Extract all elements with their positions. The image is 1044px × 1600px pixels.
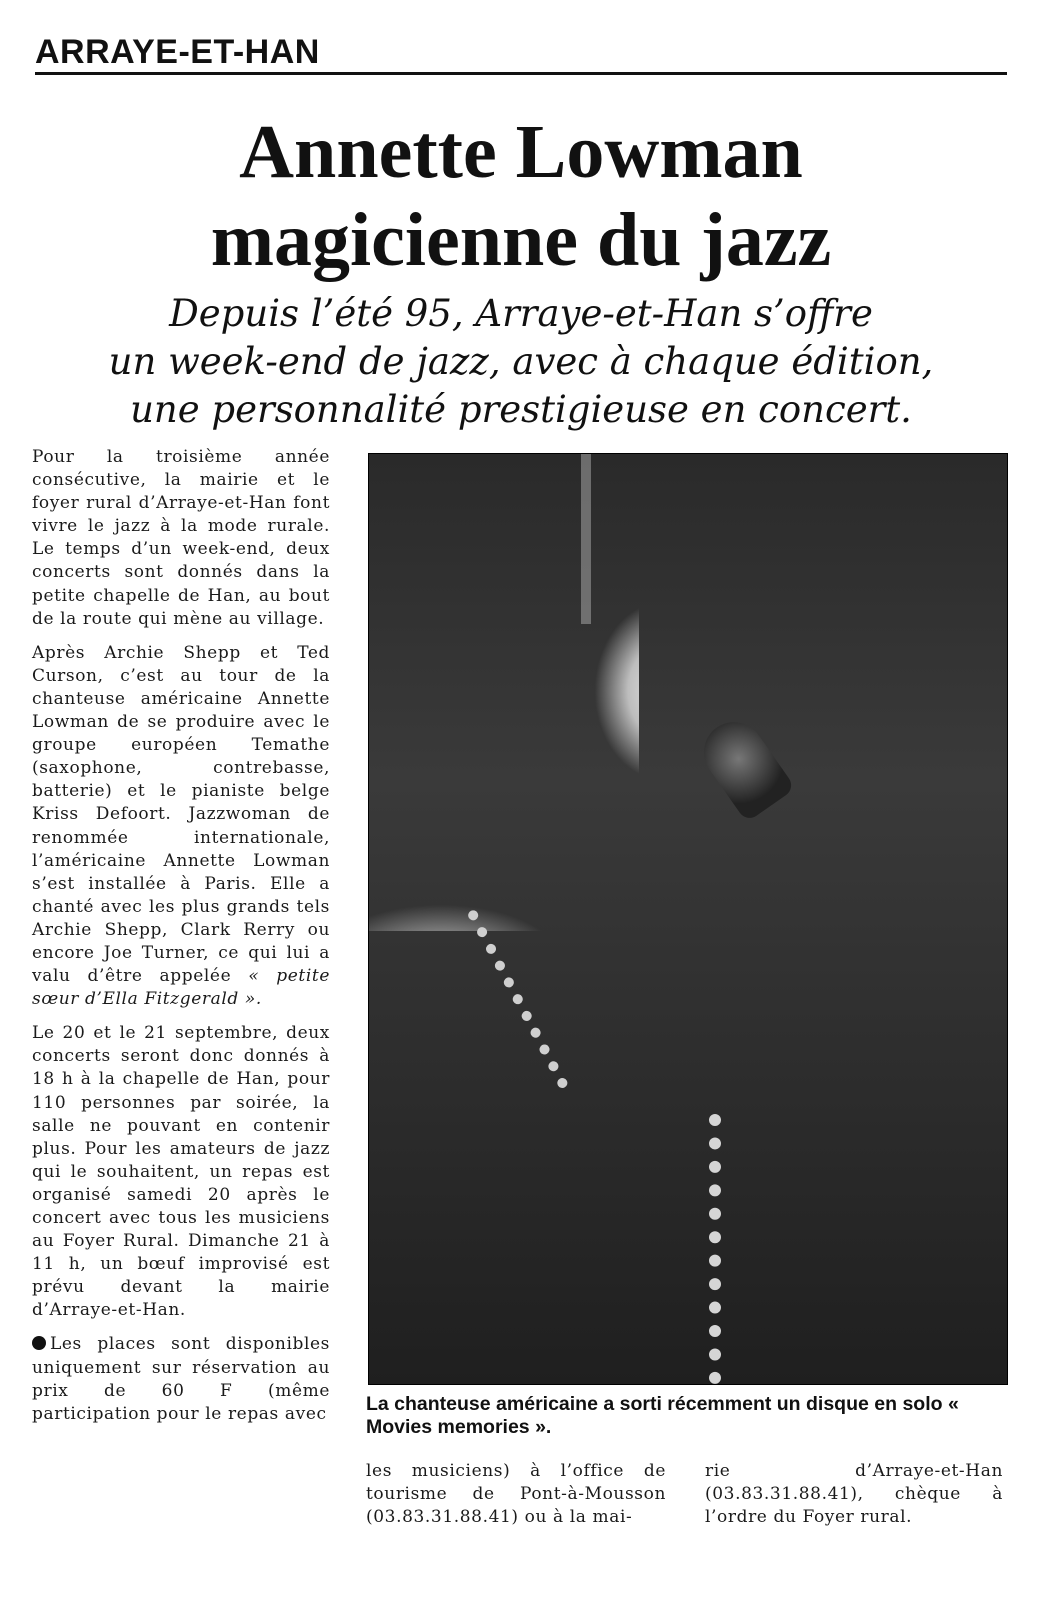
- rubric-divider: [35, 72, 1007, 75]
- photo-mic-stand: [581, 454, 591, 624]
- article-column-2: les musiciens) à l’office de tourisme de Pont-à-Mousson (03.83.31.88.41) ou à la mai-: [366, 1461, 666, 1528]
- paragraph-artist-quote: « petite sœur d’Ella Fitzgerald ».: [32, 966, 330, 1010]
- bullet-icon: [32, 1336, 46, 1350]
- photo-caption: La chanteuse américaine a sorti récemment un disque en solo « Movies memories ».: [366, 1393, 959, 1438]
- section-rubric: ARRAYE-ET-HAN: [35, 33, 320, 71]
- deck-line-1: Depuis l’été 95, Arraye-et-Han s’offre: [169, 292, 873, 335]
- paragraph-booking-text: Les places sont disponibles uniquement sur réservation au prix de 60 F (même participation pour le repas avec: [32, 1334, 330, 1424]
- headline-line-1: Annette Lowman: [239, 110, 803, 194]
- microphone-icon: [692, 710, 796, 822]
- paragraph-schedule: Le 20 et le 21 septembre, deux concerts seront donc donnés à 18 h à la chapelle de Han, pour 110 personnes par soirée, la salle ne pouvant en contenir plus. Pour les amateurs de jazz qui le souhaitent, un repas est organisé samedi 20 après le concert avec tous les musiciens au Foyer Rural. Dimanche 21 à 11 h, un bœuf improvisé est prévu devant la mairie d’Arraye-et-Han.: [32, 1023, 330, 1321]
- paragraph-intro: Pour la troisième année consécutive, la mairie et le foyer rural d’Arraye-et-Han font vivre le jazz à la mode rurale. Le temps d’un week-end, deux concerts sont donnés dans la petite chapelle de Han, au bout de la route qui mène au village.: [32, 447, 330, 629]
- photo-collar-detail: [466, 838, 701, 1090]
- article-column-3: rie d’Arraye-et-Han (03.83.31.88.41), chèque à l’ordre du Foyer rural.: [705, 1461, 1003, 1528]
- headline-line-2: magicienne du jazz: [210, 198, 832, 282]
- deck-line-3: une personnalité prestigieuse en concert.: [130, 388, 912, 431]
- paragraph-artist-text: Après Archie Shepp et Ted Curson, c’est au tour de la chanteuse américaine Annette Lowman de se produire avec le groupe européen Temathe (saxophone, contrebasse, batterie) et le pianiste belge Kriss Defoort. Jazzwoman de renommée internationale, l’américaine Annette Lowman s’est installée à Paris. Elle a chanté avec les plus grands tels Archie Shepp, Clark Rerry ou encore Joe Turner, ce qui lui a valu d’être appelée: [32, 642, 330, 987]
- deck-line-2: un week-end de jazz, avec à chaque édition,: [108, 340, 934, 383]
- article-column-1: [32, 446, 330, 1437]
- paragraph-booking: [32, 1333, 330, 1425]
- paragraph-artist: [32, 642, 330, 1012]
- photo-zipper-detail: [709, 1114, 721, 1384]
- singer-photo: [368, 453, 1008, 1385]
